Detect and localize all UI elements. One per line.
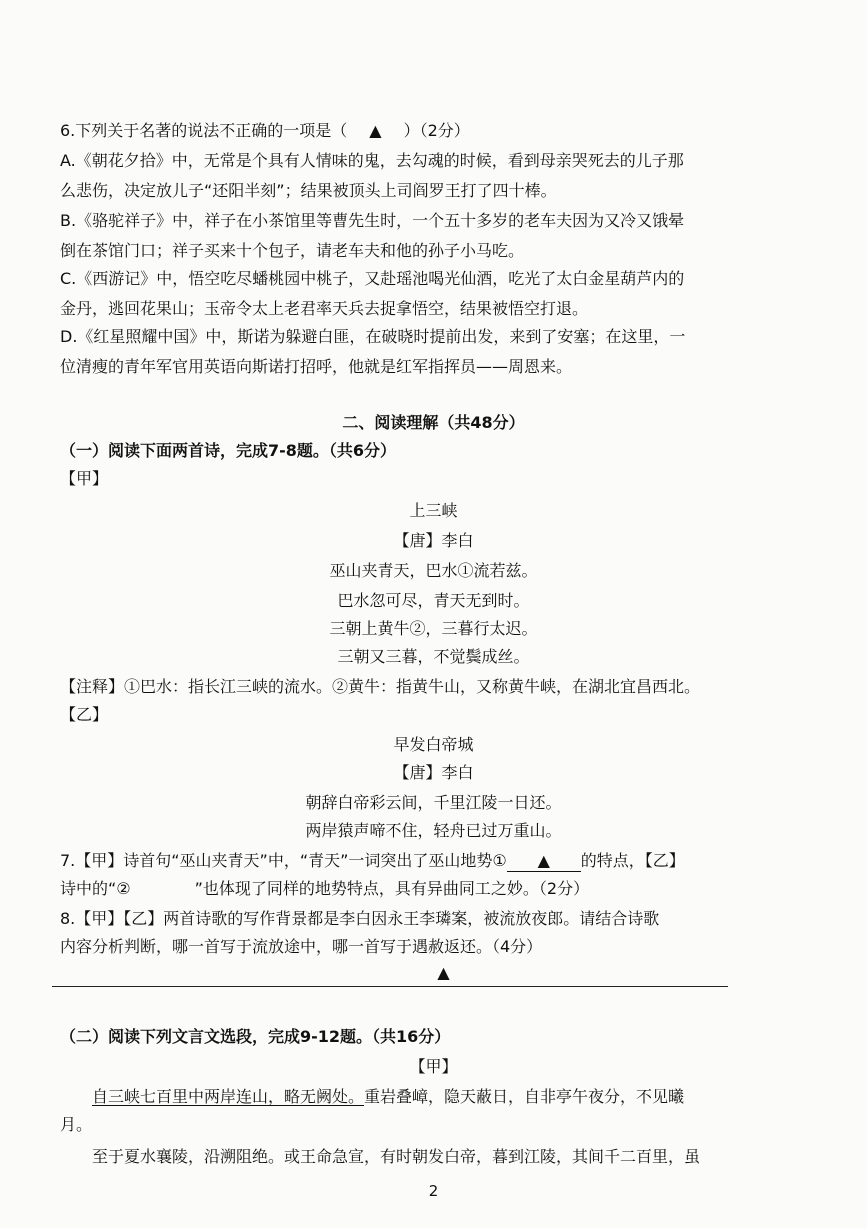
q7-blank1[interactable] (507, 851, 581, 872)
q6-option-d-line2: 位清瘦的青年军官用英语向斯诺打招呼，他就是红军指挥员——周恩来。 (60, 357, 573, 376)
section-title: 二、阅读理解（共48分） (342, 413, 525, 432)
q8-line2: 内容分析判断，哪一首写于流放途中，哪一首写于遇赦返还。（4分） (60, 937, 543, 956)
page-number: 2 (428, 1182, 439, 1200)
q6-option-c-line2: 金丹，逃回花果山；玉帝令太上老君率天兵去捉拿悟空，结果被悟空打退。 (60, 299, 589, 318)
q6-option-b-line1: B.《骆驼祥子》中，祥子在小茶馆里等曹先生时，一个五十多岁的老车夫因为又冷又饿晕 (60, 211, 685, 230)
poem2-line: 两岸猿声啼不住，轻舟已过万重山。 (305, 821, 562, 840)
poem2-author: 【唐】李白 (393, 763, 474, 782)
q6-option-d-line1: D.《红星照耀中国》中，斯诺为躲避白匪，在破晓时提前出发，来到了安塞；在这里，一 (60, 327, 686, 346)
q6-option-c-line1: C.《西游记》中，悟空吃尽蟠桃园中桃子，又赴瑶池喝光仙酒，吃光了太白金星葫芦内的 (60, 269, 685, 288)
underlined-sentence: 自三峡七百里中两岸连山，略无阙处。 (92, 1087, 365, 1106)
answer-triangle-icon: ▲ (369, 121, 382, 140)
poem2-title: 早发白帝城 (393, 735, 474, 754)
answer-triangle-icon: ▲ (437, 963, 450, 982)
poem2-line: 朝辞白帝彩云间，千里江陵一日还。 (305, 793, 562, 812)
q7-line2: 诗中的“② ”也体现了同样的地势特点，具有异曲同工之妙。（2分） (60, 879, 590, 898)
poem1-line: 巴水忽可尽，青天无到时。 (337, 591, 530, 610)
part2-title: （二）阅读下列文言文选段，完成9-12题。（共16分） (60, 1027, 451, 1046)
text-jia-label: 【甲】 (409, 1057, 458, 1076)
poem1-line: 三朝又三暮，不觉鬓成丝。 (337, 647, 530, 666)
answer-line (52, 986, 728, 987)
poem1-line: 巫山夹青天，巴水①流若兹。 (329, 561, 538, 580)
poem-yi-label: 【乙】 (60, 705, 109, 724)
part1-title: （一）阅读下面两首诗，完成7-8题。（共6分） (60, 441, 397, 460)
classical-text-line3: 至于夏水襄陵，沿溯阻绝。或王命急宣，有时朝发白帝，暮到江陵，其间千二百里，虽 (92, 1147, 701, 1166)
q6-option-a-line2: 么悲伤，决定放儿子“还阳半刻”；结果被顶头上司阎罗王打了四十棒。 (60, 181, 557, 200)
poem1-title: 上三峡 (409, 501, 458, 520)
answer-triangle-icon: ▲ (537, 851, 550, 870)
poem1-line: 三朝上黄牛②，三暮行太迟。 (329, 619, 538, 638)
poem1-note: 【注释】①巴水：指长江三峡的流水。②黄牛：指黄牛山，又称黄牛峡，在湖北宜昌西北。 (60, 677, 701, 696)
classical-text-line2: 月。 (60, 1115, 93, 1134)
q6-option-b-line2: 倒在茶馆门口；祥子买来十个包子，请老车夫和他的孙子小马吃。 (60, 241, 525, 260)
q7-line1: 7.【甲】诗首句“巫山夹青天”中，“青天”一词突出了巫山地势① ▲ 的特点，【乙】 (60, 851, 685, 870)
q8-answer-area[interactable] (0, 962, 867, 984)
classical-text-line1: 自三峡七百里中两岸连山，略无阙处。重岩叠嶂，隐天蔽日，自非亭午夜分，不见曦 (92, 1087, 685, 1106)
q8-line1: 8.【甲】【乙】两首诗歌的写作背景都是李白因永王李璘案，被流放夜郎。请结合诗歌 (60, 909, 660, 928)
poem-jia-label: 【甲】 (60, 469, 109, 488)
q6-stem: 6.下列关于名著的说法不正确的一项是（ ▲ ）（2分） (60, 121, 470, 140)
q6-option-a-line1: A.《朝花夕拾》中，无常是个具有人情味的鬼，去勾魂的时候，看到母亲哭死去的儿子那 (60, 151, 684, 170)
poem1-author: 【唐】李白 (393, 531, 474, 550)
